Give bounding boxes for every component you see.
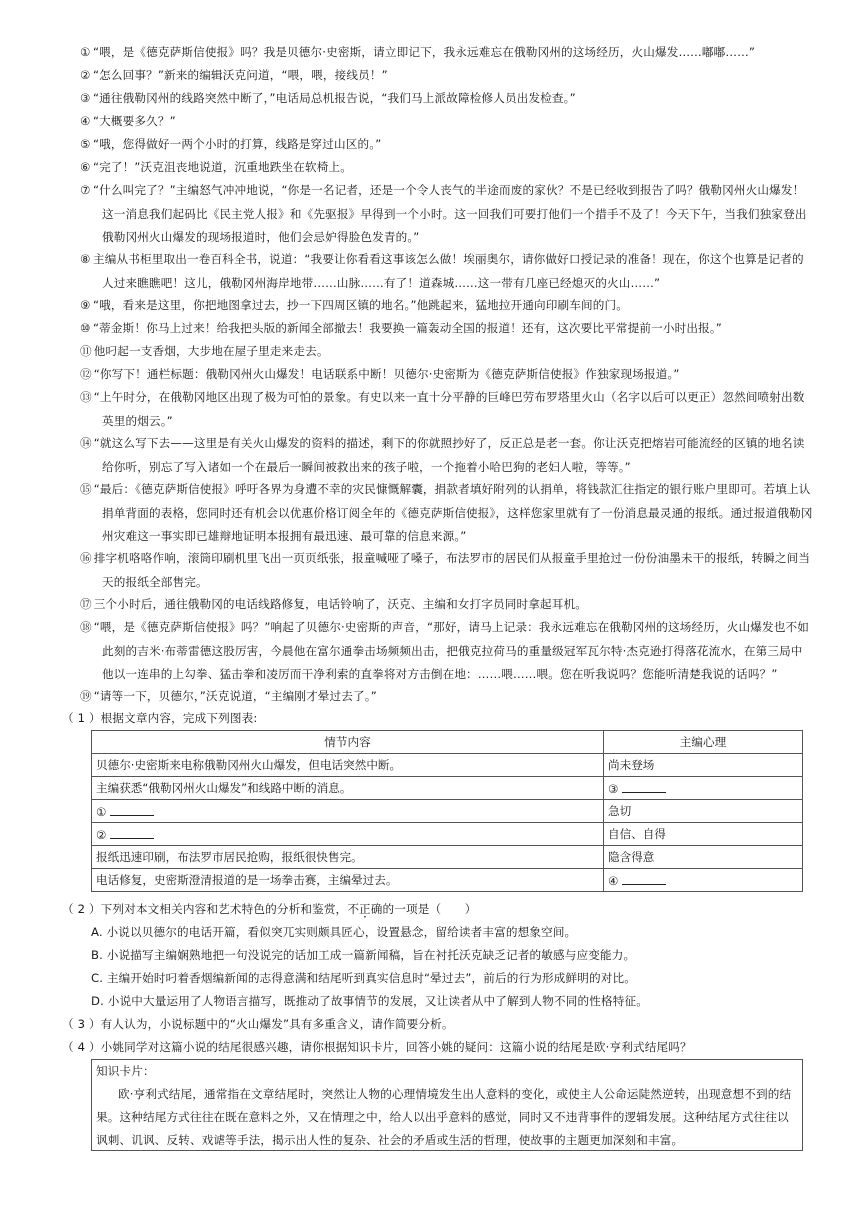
paragraph-8: ⑧ 主编从书柜里取出一卷百科全书，说道：“我要让你看看这事该怎么做！埃丽奥尔，请你做好口授记录的准备！现在，你这个也算是记者的人过来瞧瞧吧！这儿，俄勒冈州海岸地带……山脉……有了！道森城……这一带有几座已经熄灭的火山……” [80,252,804,290]
answer-blank[interactable] [110,804,154,816]
paragraph-15 [80,478,813,549]
paragraph-19 [80,685,813,709]
table-cell: 报纸迅速印刷，布法罗市居民抢购，报纸很快售完。 [92,846,604,869]
blank-number: ③ [608,781,619,796]
blank-number: ④ [608,873,619,888]
paragraph-text: 他叼起一支香烟，大步地在屋子里走来走去。 [93,344,329,358]
paragraph-14 [80,432,813,479]
table-cell: 电话修复，史密斯澄清报道的是一场拳击赛，主编晕过去。 [92,869,604,892]
paragraph-6: ⑥ “完了！”沃克沮丧地说道，沉重地跌坐在软椅上。 [80,160,352,174]
table-row [92,823,803,846]
blank-number: ② [96,827,107,842]
question-text: 的一项是（ ） [382,902,477,916]
answer-cell-4[interactable] [604,869,803,892]
table-row [92,777,803,800]
paragraph-text: “什么叫完了？”主编怒气冲冲地说，“你是一名记者，还是一个令人丧气的半途而废的家伙？不是已经收到报告了吗？俄勒冈州火山爆发！这一消息我们起码比《民主党人报》和《先驱报》早得到一个小时。这一回我们可要打他们一个措手不及了！今天下午，当我们独家登出俄勒冈州火山爆发的现场报道时，他们会忌妒得脸色发青的。” [93,183,807,244]
answer-cell-1[interactable] [92,800,604,823]
question-1-label: （ 1 ）根据文章内容，完成下列图表: [62,711,258,725]
paragraph-11 [80,340,813,364]
question-4-label: （ 4 ）小姚同学对这篇小说的结尾很感兴趣，请你根据知识卡片，回答小姚的疑问：这篇小说的结尾是欧·亨利式结尾吗？ [62,1040,692,1054]
paragraph-4: ④ “大概要多久？” [80,114,176,128]
question-2-label [62,898,822,920]
table-cell: 贝德尔·史密斯来电称俄勒冈州火山爆发，但电话突然中断。 [92,754,604,777]
paragraph-7: ⑦ “什么叫完了？”主编怒气冲冲地说，“你是一名记者，还是一个令人丧气的半途而废的家伙？不是已经收到报告了吗？俄勒冈州火山爆发！这一消息我们起码比《民主党人报》和《先驱报》早得到一个小时。这一回我们可要打他们一个措手不及了！今天下午，当我们独家登出俄勒冈州火山爆发的现场报道时，他们会忌妒得脸色发青的。” [80,183,807,244]
paragraph-text: “蒂金斯！你马上过来！给我把头版的新闻全部撤去！我要换一篇轰动全国的报道！还有，这次要比平常提前一小时出报。” [93,321,722,335]
table-header-plot: 情节内容 [92,731,604,754]
knowledge-card-title: 知识卡片： [96,1064,155,1078]
table-cell: 主编获悉“俄勒冈州火山爆发”和线路中断的消息。 [92,777,604,800]
table-header-mindset: 主编心理 [604,731,803,754]
answer-cell-2[interactable] [92,823,604,846]
paragraph-number: ⑪ [80,344,92,358]
paragraph-17 [80,593,813,617]
table-row [92,846,803,869]
knowledge-card-body: 欧·亨利式结尾，通常指在文章结尾时，突然让人物的心理情境发生出人意料的变化，或使主人公命运陡然逆转，出现意想不到的结果。这种结尾方式往往在既在意料之外，又在情理之中，给人以出乎意料的感觉，同时又不违背事件的逻辑发展。这种结尾方式往往以讽刺、讥讽、反转、戏谑等手法，揭示出人性的复杂、社会的矛盾或生活的哲理，使故事的主题更加深刻和丰富。 [96,1087,792,1147]
paragraph-1: ① “喂，是《德克萨斯信使报》吗？我是贝德尔·史密斯，请立即记下，我永远难忘在俄勒冈州的这场经历，火山爆发……嘟嘟……” [80,45,756,59]
answer-cell-3[interactable] [604,777,803,800]
paragraph-number: ⑭ [80,436,92,450]
option-d[interactable]: D. 小说中大量运用了人物语言描写，既推动了故事情节的发展，又让读者从中了解到人物不同的性格特征。 [91,994,648,1008]
paragraph-number: ⑬ [80,390,92,404]
paragraph-5: ⑤ “哦，您得做好一两个小时的打算，线路是穿过山区的。” [80,137,382,151]
table-cell: 隐含得意 [604,846,803,869]
paragraph-16 [80,547,813,594]
table-row [92,754,803,777]
table-header-row [92,731,803,754]
knowledge-card [91,1059,803,1151]
answer-blank[interactable] [110,827,154,839]
paragraph-12 [80,363,813,387]
emphasis-text: 不正确 [347,902,383,916]
paragraph-text: “通往俄勒冈州的线路突然中断了，”电话局总机报告说，“我们马上派故障检修人员出发检查。” [93,91,576,105]
paragraph-number: ⑰ [80,597,92,611]
paragraph-3: ③ “通往俄勒冈州的线路突然中断了，”电话局总机报告说，“我们马上派故障检修人员出发检查。” [80,91,576,105]
paragraph-number: ⑮ [80,482,92,496]
paragraph-18 [80,616,813,687]
plot-table [91,730,803,892]
paragraph-text: “请等一下，贝德尔，”沃克说道，“主编刚才晕过去了。” [93,689,377,703]
paragraph-number: ⑲ [80,689,92,703]
paragraph-text: “最后：《德克萨斯信使报》呼吁各界为身遭不幸的灾民慷慨解囊，捐款者填好附列的认捐单，将钱款汇往指定的银行账户里即可。若填上认捐单背面的表格，您同时还有机会以优惠价格订阅全年的《德克萨斯信使报》，这样您家里就有了一份消息最灵通的报纸。通过报道俄勒冈州灾难这一事实即已雄辩地证明本报拥有最迅速、最可靠的信息来源。” [93,482,813,543]
paragraph-text: 主编从书柜里取出一卷百科全书，说道：“我要让你看看这事该怎么做！埃丽奥尔，请你做好口授记录的准备！现在，你这个也算是记者的人过来瞧瞧吧！这儿，俄勒冈州海岸地带……山脉……有了！道森城……这一带有几座已经熄灭的火山……” [93,252,804,290]
paragraph-9: ⑨ “哦，看来是这里，你把地图拿过去，抄一下四周区镇的地名。”他跳起来，猛地拉开通向印刷车间的门。 [80,298,628,312]
option-c[interactable]: C. 主编开始时叼着香烟编新闻的志得意满和结尾听到真实信息时“晕过去”，前后的行为形成鲜明的对比。 [91,971,636,985]
option-a[interactable]: A. 小说以贝德尔的电话开篇，看似突兀实则颇具匠心，设置悬念，留给读者丰富的想象空间。 [91,925,577,939]
table-cell: 自信、自得 [604,823,803,846]
paragraph-text: 排字机咯咯作响，滚筒印刷机里飞出一页页纸张，报童喊哑了嗓子，布法罗市的居民们从报童手里抢过一份份油墨未干的报纸，转瞬之间当天的报纸全部售完。 [93,551,811,589]
paragraph-text: “你写下！通栏标题：俄勒冈州火山爆发！电话联系中断！贝德尔·史密斯为《德克萨斯信使报》作独家现场报道。” [93,367,680,381]
paragraph-text: “哦，您得做好一两个小时的打算，线路是穿过山区的。” [93,137,382,151]
blank-number: ① [96,804,107,819]
paragraph-text: “喂，是《德克萨斯信使报》吗？”响起了贝德尔·史密斯的声音，“那好，请马上记录：我永远难忘在俄勒冈州的这场经历，火山爆发也不如此刻的吉米·布蒂雷德这股厉害，今晨他在富尔通拳击场频频出击，把俄克拉荷马的重量级冠军瓦尔特·杰克逊打得落花流水，在第三局中他以一连串的上勾拳、猛击拳和凌厉而干净利索的直拳将对方击倒在地：……喂……喂。您在听我说吗？您能听清楚我说的话吗？” [93,620,809,681]
paragraph-text: “怎么回事？”新来的编辑沃克问道，“喂，喂，接线员！” [93,68,388,82]
question-3-label: （ 3 ）有人认为，小说标题中的“火山爆发”具有多重含义，请作简要分析。 [62,1017,454,1031]
table-row [92,800,803,823]
paragraph-number: ⑯ [80,551,92,565]
answer-blank[interactable] [622,873,666,885]
paragraph-text: “喂，是《德克萨斯信使报》吗？我是贝德尔·史密斯，请立即记下，我永远难忘在俄勒冈州的这场经历，火山爆发……嘟嘟……” [93,45,756,59]
paragraph-text: “哦，看来是这里，你把地图拿过去，抄一下四周区镇的地名。”他跳起来，猛地拉开通向印刷车间的门。 [93,298,628,312]
paragraph-text: “大概要多久？” [93,114,176,128]
question-text: （ 2 ）下列对本文相关内容和艺术特色的分析和鉴赏， [62,902,348,916]
paragraph-text: 三个小时后，通往俄勒冈的电话线路修复，电话铃响了，沃克、主编和女打字员同时拿起耳机。 [93,597,587,611]
paragraph-text: “上午时分，在俄勒冈地区出现了极为可怕的景象。有史以来一直十分平静的巨峰巴劳布罗塔里火山（名字以后可以更正）忽然间喷射出数英里的烟云。” [93,390,805,428]
table-cell: 尚未登场 [604,754,803,777]
paragraph-text: “就这么写下去——这里是有关火山爆发的资料的描述，剩下的你就照抄好了，反正总是老一套。你让沃克把熔岩可能流经的区镇的地名读给你听，别忘了写入诸如一个在最后一瞬间被救出来的孩子啦，一个拖着小哈巴狗的老妇人啦，等等。” [93,436,805,474]
table-cell: 急切 [604,800,803,823]
paragraph-text: “完了！”沃克沮丧地说道，沉重地跌坐在软椅上。 [93,160,352,174]
paragraph-2: ② “怎么回事？”新来的编辑沃克问道，“喂，喂，接线员！” [80,68,388,82]
paragraph-10: ⑩ “蒂金斯！你马上过来！给我把头版的新闻全部撤去！我要换一篇轰动全国的报道！还有，这次要比平常提前一小时出报。” [80,321,722,335]
answer-blank[interactable] [622,781,666,793]
paragraph-number: ⑫ [80,367,92,381]
paragraph-number: ⑱ [80,620,92,634]
paragraph-13 [80,386,813,433]
option-b[interactable]: B. 小说描写主编娴熟地把一句没说完的话加工成一篇新闻稿，旨在衬托沃克缺乏记者的敏感与应变能力。 [91,948,636,962]
table-row [92,869,803,892]
